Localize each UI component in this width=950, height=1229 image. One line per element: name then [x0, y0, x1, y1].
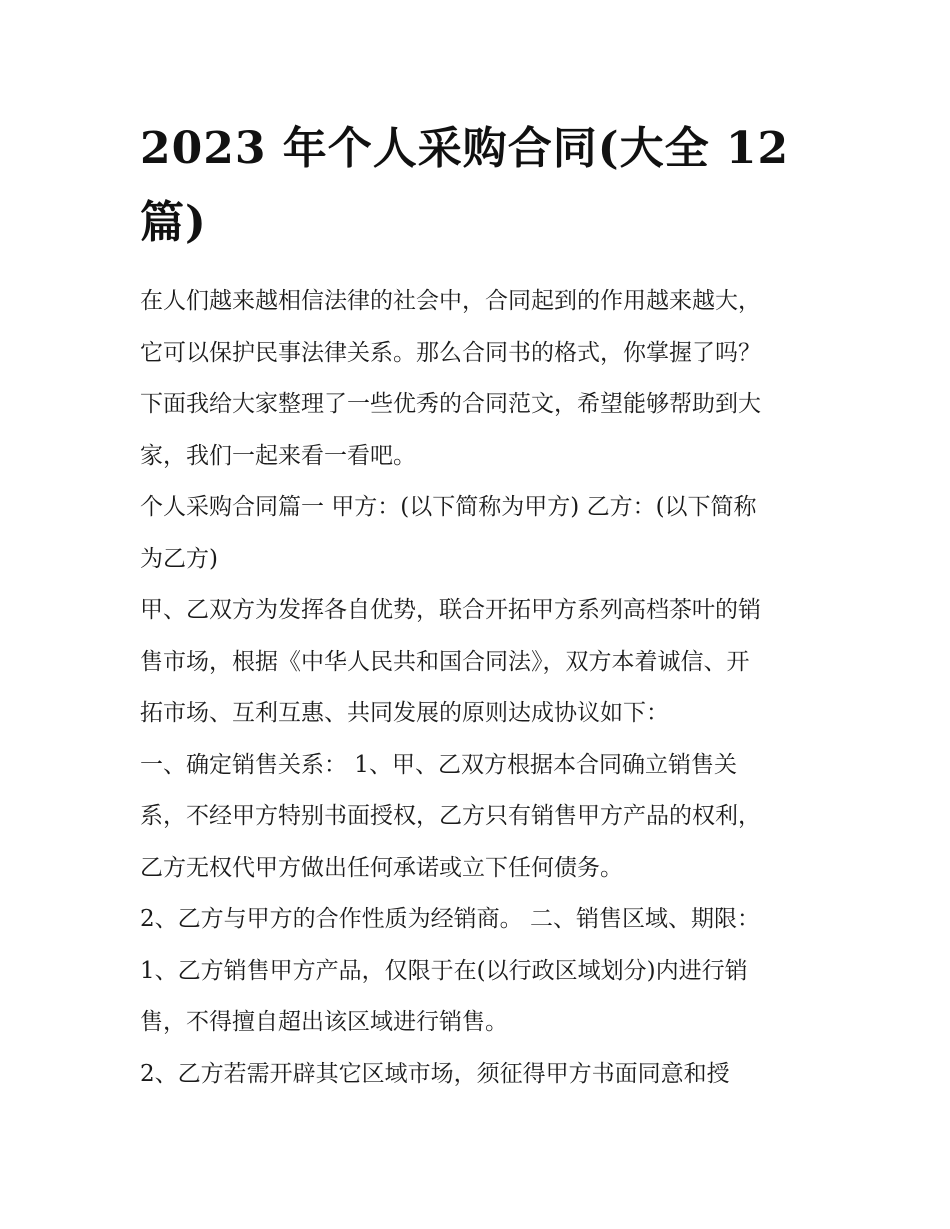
body-line: 2、乙方与甲方的合作性质为经销商。 二、销售区域、期限： — [140, 906, 760, 932]
document-title — [140, 112, 820, 260]
body-line: 下面我给大家整理了一些优秀的合同范文，希望能够帮助到大 — [140, 391, 761, 417]
body-line: 它可以保护民事法律关系。那么合同书的格式，你掌握了吗？ — [140, 339, 761, 366]
body-line: 在人们越来越相信法律的社会中，合同起到的作用越来越大， — [140, 288, 761, 314]
body-line: 1、乙方销售甲方产品，仅限于在(以行政区域划分)内进行销 — [140, 957, 748, 984]
title-line: 篇) — [140, 197, 207, 248]
body-line: 售，不得擅自超出该区域进行销售。 — [140, 1009, 508, 1035]
title-line: 2023 年个人采购合同(大全 12 — [140, 123, 790, 174]
body-line: 为乙方) — [140, 545, 218, 572]
body-line: 系，不经甲方特别书面授权，乙方只有销售甲方产品的权利， — [140, 803, 761, 829]
body-line: 甲、乙双方为发挥各自优势，联合开拓甲方系列高档茶叶的销 — [140, 597, 761, 623]
body-line: 家，我们一起来看一看吧。 — [140, 442, 416, 469]
body-line: 2、乙方若需开辟其它区域市场，须征得甲方书面同意和授 — [140, 1060, 730, 1087]
body-line: 乙方无权代甲方做出任何承诺或立下任何债务。 — [140, 854, 623, 881]
body-line: 个人采购合同篇一 甲方：(以下简称为甲方) 乙方：(以下简称 — [140, 494, 757, 520]
document-body — [140, 276, 830, 1100]
body-line: 一、确定销售关系： 1、甲、乙双方根据本合同确立销售关 — [140, 751, 737, 778]
body-line: 拓市场、互利互惠、共同发展的原则达成协议如下： — [140, 700, 669, 726]
body-line: 售市场，根据《中华人民共和国合同法》，双方本着诚信、开 — [140, 648, 750, 675]
